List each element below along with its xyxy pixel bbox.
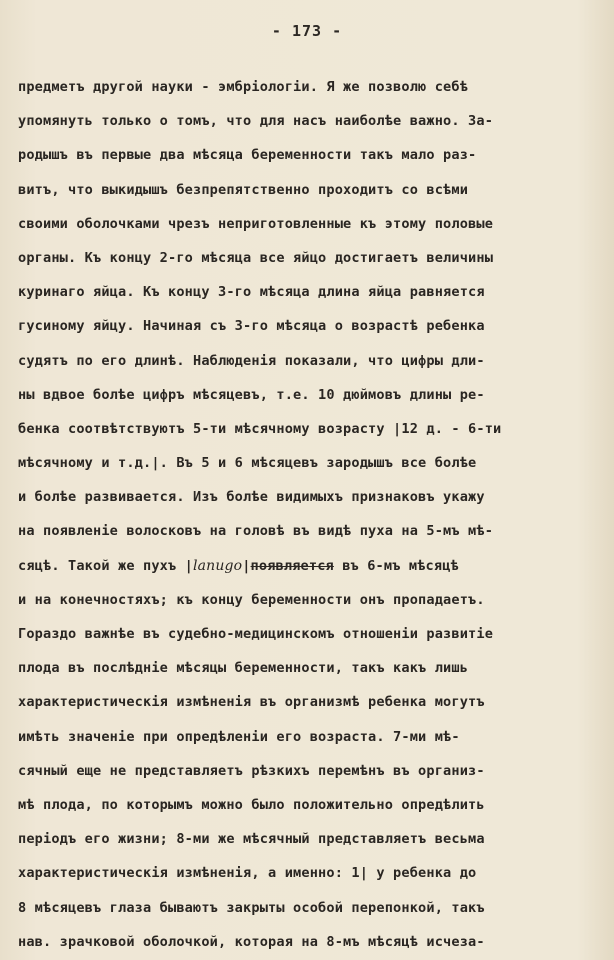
text-segment: ны вдвое болѣе цифръ мѣсяцевъ, т.е. 10 дюймовъ длины ре- xyxy=(18,386,485,403)
text-segment: въ 6-мъ мѣсяцѣ xyxy=(333,557,459,574)
text-segment: | xyxy=(242,557,251,574)
text-segment: куринаго яйца. Къ концу 3-го мѣсяца длина яйца равняется xyxy=(18,284,485,301)
text-line xyxy=(18,446,578,480)
text-line xyxy=(18,207,578,241)
body-text xyxy=(18,70,578,959)
text-segment: витъ, что выкидышъ безпрепятственно проходитъ со всѣми xyxy=(18,181,469,198)
text-segment: органы. Къ концу 2-го мѣсяца все яйцо достигаетъ величины xyxy=(18,249,494,266)
text-line xyxy=(18,378,578,412)
text-line xyxy=(18,891,578,925)
text-segment: сяцѣ. Такой же пухъ | xyxy=(18,557,194,574)
text-line xyxy=(18,412,578,446)
text-line xyxy=(18,70,578,104)
text-line xyxy=(18,104,578,138)
text-line xyxy=(18,788,578,822)
text-line xyxy=(18,856,578,890)
text-line xyxy=(18,822,578,856)
text-segment: предметъ другой науки - эмбрiологiи. Я же позволю себѣ xyxy=(18,79,469,95)
text-line xyxy=(18,275,578,309)
text-line xyxy=(18,925,578,959)
text-segment: характеристическiя измѣненiя въ организмѣ ребенка могутъ xyxy=(18,694,485,711)
text-line xyxy=(18,651,578,685)
text-line xyxy=(18,173,578,207)
text-segment: 8 мѣсяцевъ глаза бываютъ закрыты особой перепонкой, такъ xyxy=(18,899,485,916)
text-line xyxy=(18,514,578,548)
text-segment: Гораздо важнѣе въ судебно-медицинскомъ отношенiи развитiе xyxy=(18,626,494,642)
text-line xyxy=(18,344,578,378)
text-segment: родышъ въ первые два мѣсяца беременности такъ мало раз- xyxy=(18,147,477,164)
text-segment: нав. зрачковой оболочкой, которая на 8-мъ мѣсяцѣ исчеза- xyxy=(18,933,485,950)
text-segment: мѣ плода, по которымъ можно было положительно опредѣлить xyxy=(18,796,485,813)
text-segment: плода въ послѣднiе мѣсяцы беременности, такъ какъ лишь xyxy=(18,660,469,677)
text-segment: сячный еще не представляетъ рѣзкихъ перемѣнъ въ организ- xyxy=(18,762,485,779)
text-segment: имѣть значенiе при опредѣленiи его возраста. 7-ми мѣ- xyxy=(18,728,460,745)
text-segment: бенка соотвѣтствуютъ 5-ти мѣсячному возрасту |12 д. - 6-ти xyxy=(18,420,502,437)
text-segment: перiодъ его жизни; 8-ми же мѣсячный представляетъ весьма xyxy=(18,831,485,848)
text-line xyxy=(18,480,578,514)
text-line xyxy=(18,241,578,275)
text-line xyxy=(18,754,578,788)
text-line xyxy=(18,583,578,617)
text-line xyxy=(18,549,578,583)
text-segment: и на конечностяхъ; къ концу беременности онъ пропадаетъ. xyxy=(18,591,485,608)
text-segment: мѣсячному и т.д.|. Въ 5 и 6 мѣсяцевъ зародышъ все болѣе xyxy=(18,455,477,472)
text-line xyxy=(18,617,578,651)
page-number: - 173 - xyxy=(271,22,343,40)
text-line xyxy=(18,685,578,719)
text-segment: и болѣе развивается. Изъ болѣе видимыхъ признаковъ укажу xyxy=(18,489,485,506)
text-segment: упомянуть только о томъ, что для насъ наиболѣе важно. За- xyxy=(18,113,494,130)
text-line xyxy=(18,720,578,754)
struck-word: появляется xyxy=(250,557,334,574)
text-segment: своими оболочками чрезъ неприготовленные къ этому половые xyxy=(18,215,494,232)
text-segment: на появленiе волосковъ на головѣ въ видѣ пуха на 5-мъ мѣ- xyxy=(18,523,494,540)
text-segment: гусиному яйцу. Начиная съ 3-го мѣсяца о возрастѣ ребенка xyxy=(18,318,485,335)
handwritten-insertion: lanugo xyxy=(193,557,243,574)
text-line xyxy=(18,138,578,172)
text-line xyxy=(18,309,578,343)
text-segment: судятъ по его длинѣ. Наблюденiя показали, что цифры дли- xyxy=(18,352,485,369)
text-segment: характеристическiя измѣненiя, а именно: 1| у ребенка до xyxy=(18,865,477,882)
